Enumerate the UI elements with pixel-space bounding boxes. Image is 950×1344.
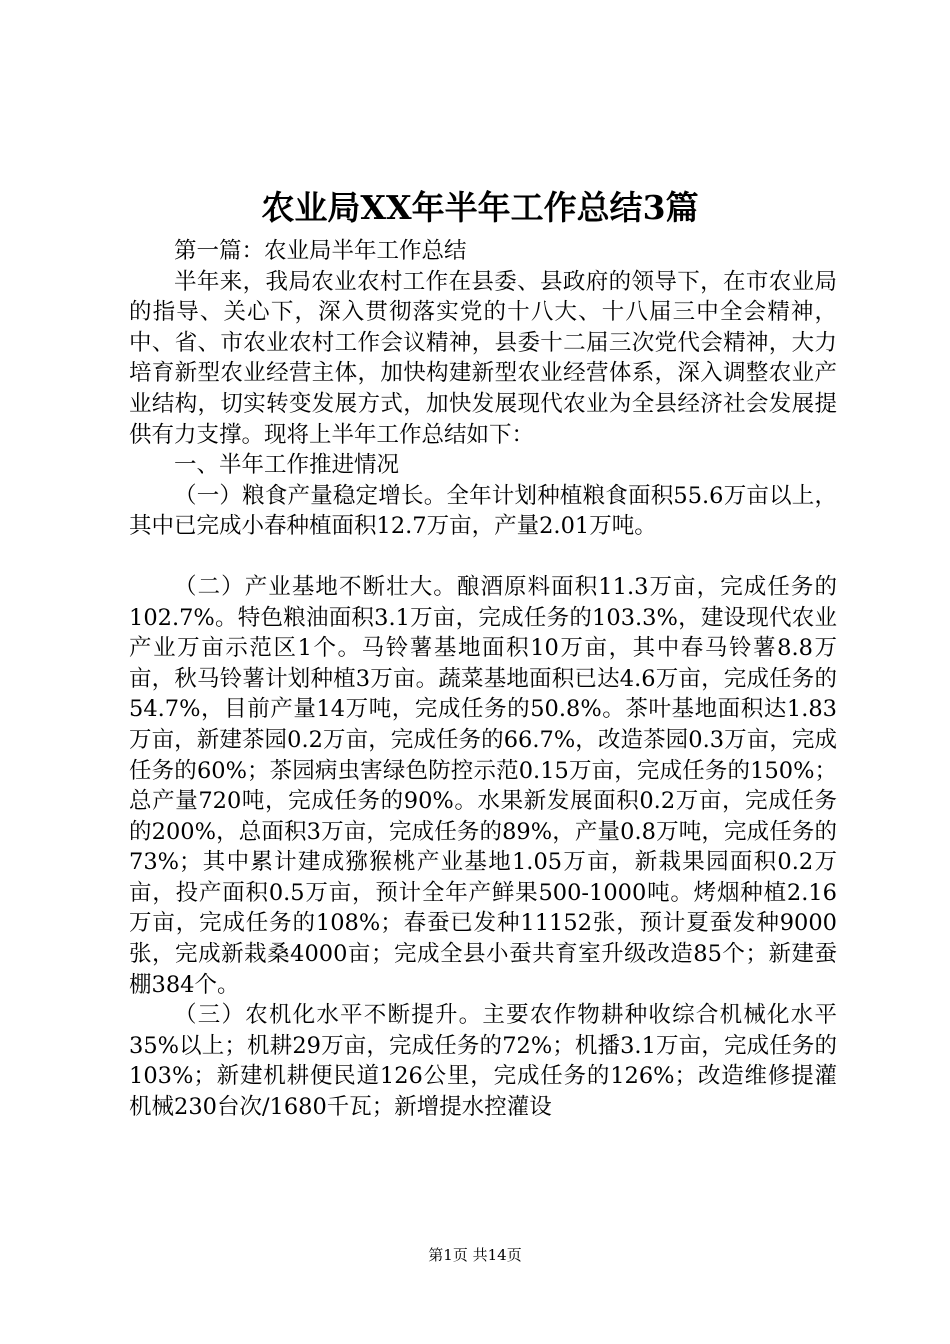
paragraph-grain: （一）粮食产量稳定增长。全年计划种植粮食面积55.6万亩以上，其中已完成小春种植面积12.7万亩，产量2.01万吨。: [129, 482, 837, 540]
paragraph-industry-base: （二）产业基地不断壮大。酿酒原料面积11.3万亩，完成任务的102.7%。特色粮油面积3.1万亩，完成任务的103.3%，建设现代农业产业万亩示范区1个。马铃薯基地面积10万亩，其中春马铃薯8.8万亩，秋马铃薯计划种植3万亩。蔬菜基地面积已达4.6万亩，完成任务的54.7%，目前产量14万吨，完成任务的50.8%。茶叶基地面积达1.83万亩，新建茶园0.2万亩，完成任务的66.7%，改造茶园0.3万亩，完成任务的60%；茶园病虫害绿色防控示范0.15万亩，完成任务的150%；总产量720吨，完成任务的90%。水果新发展面积0.2万亩，完成任务的200%，总面积3万亩，完成任务的89%，产量0.8万吨，完成任务的73%；其中累计建成猕猴桃产业基地1.05万亩，新栽果园面积0.2万亩，投产面积0.5万亩，预计全年产鲜果500-1000吨。烤烟种植2.16万亩，完成任务的108%；春蚕已发种11152张，预计夏蚕发种9000张，完成新栽桑4000亩；完成全县小蚕共育室升级改造85个；新建蚕棚384个。: [129, 573, 837, 998]
page-number-footer: 第1页 共14页: [428, 1246, 522, 1264]
section-heading-first: 第一篇：农业局半年工作总结: [174, 238, 467, 264]
document-title: 农业局XX年半年工作总结3篇: [261, 188, 699, 227]
document-body: [129, 236, 837, 1123]
paragraph-mechanization: （三）农机化水平不断提升。主要农作物耕种收综合机械化水平35%以上；机耕29万亩，完成任务的72%；机播3.1万亩，完成任务的103%；新建机耕便民道126公里，完成任务的126%；改造维修提灌机械230台次/1680千瓦；新增提水控灌设: [129, 1002, 837, 1121]
section-heading-progress: 一、半年工作推进情况: [174, 452, 400, 479]
intro-paragraph: 半年来，我局农业农村工作在县委、县政府的领导下，在市农业局的指导、关心下，深入贯彻落实党的十八大、十八届三中全会精神，中、省、市农业农村工作会议精神，县委十二届三次党代会精神，大力培育新型农业经营主体，加快构建新型农业经营体系，深入调整农业产业结构，切实转变发展方式，加快发展现代农业为全县经济社会发展提供有力支撑。现将上半年工作总结如下：: [129, 268, 837, 448]
